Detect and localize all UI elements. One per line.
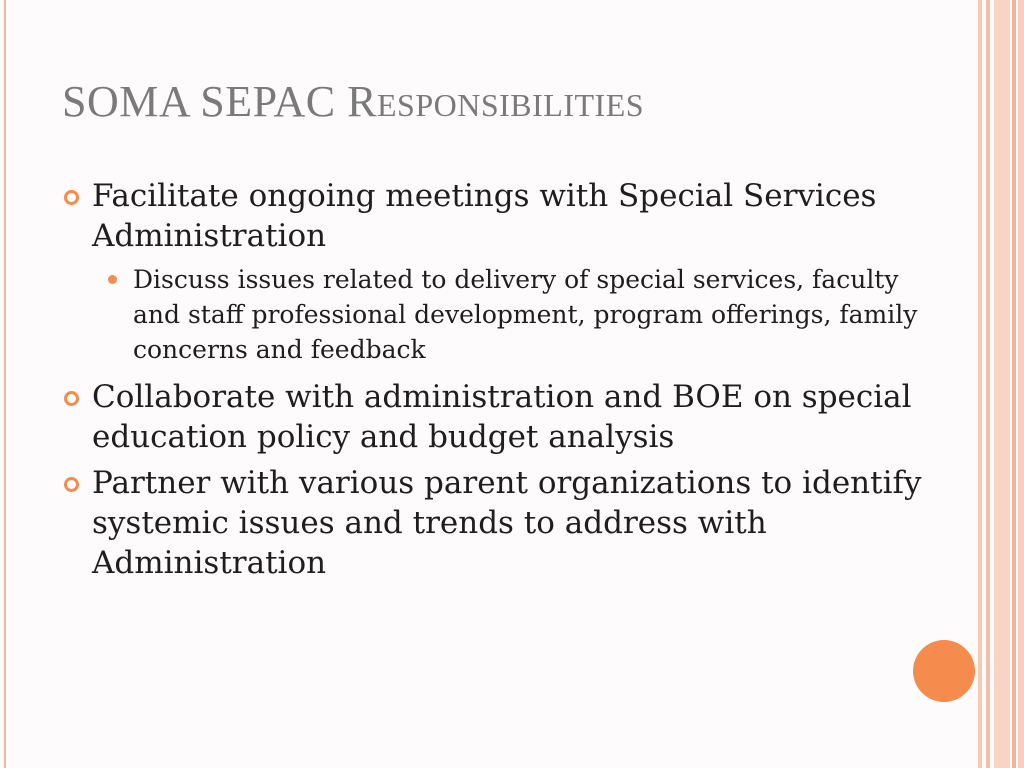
decorative-stripe [1012,0,1016,768]
decorative-stripe [986,0,990,768]
sub-bullet-dot-icon [108,275,117,284]
bullet-item [64,377,944,457]
bullet-item [64,463,944,583]
decorative-stripe [994,0,1010,768]
sub-bullet-item [64,262,944,367]
decorative-stripe [1018,0,1024,768]
bullet-ring-icon [64,391,79,406]
decorative-circle [913,640,975,702]
sub-bullet-text: Discuss issues related to delivery of special services, faculty and staff professional development, program offerings, family concerns and feedback [133,265,918,364]
bullet-text: Partner with various parent organizations to identify systemic issues and trends to address with Administration [92,465,922,581]
slide-title [62,76,644,131]
bullet-list [64,176,944,589]
title-part-small-caps: ESPONSIBILITIES [376,87,645,123]
bullet-text: Collaborate with administration and BOE on special education policy and budget analysis [92,379,912,455]
bullet-ring-icon [64,190,79,205]
bullet-item [64,176,944,256]
left-border-line [4,0,6,768]
bullet-text: Facilitate ongoing meetings with Special Services Administration [92,178,877,254]
title-part-large: SOMA SEPAC R [62,77,377,126]
bullet-ring-icon [64,477,79,492]
decorative-stripe [978,0,982,768]
